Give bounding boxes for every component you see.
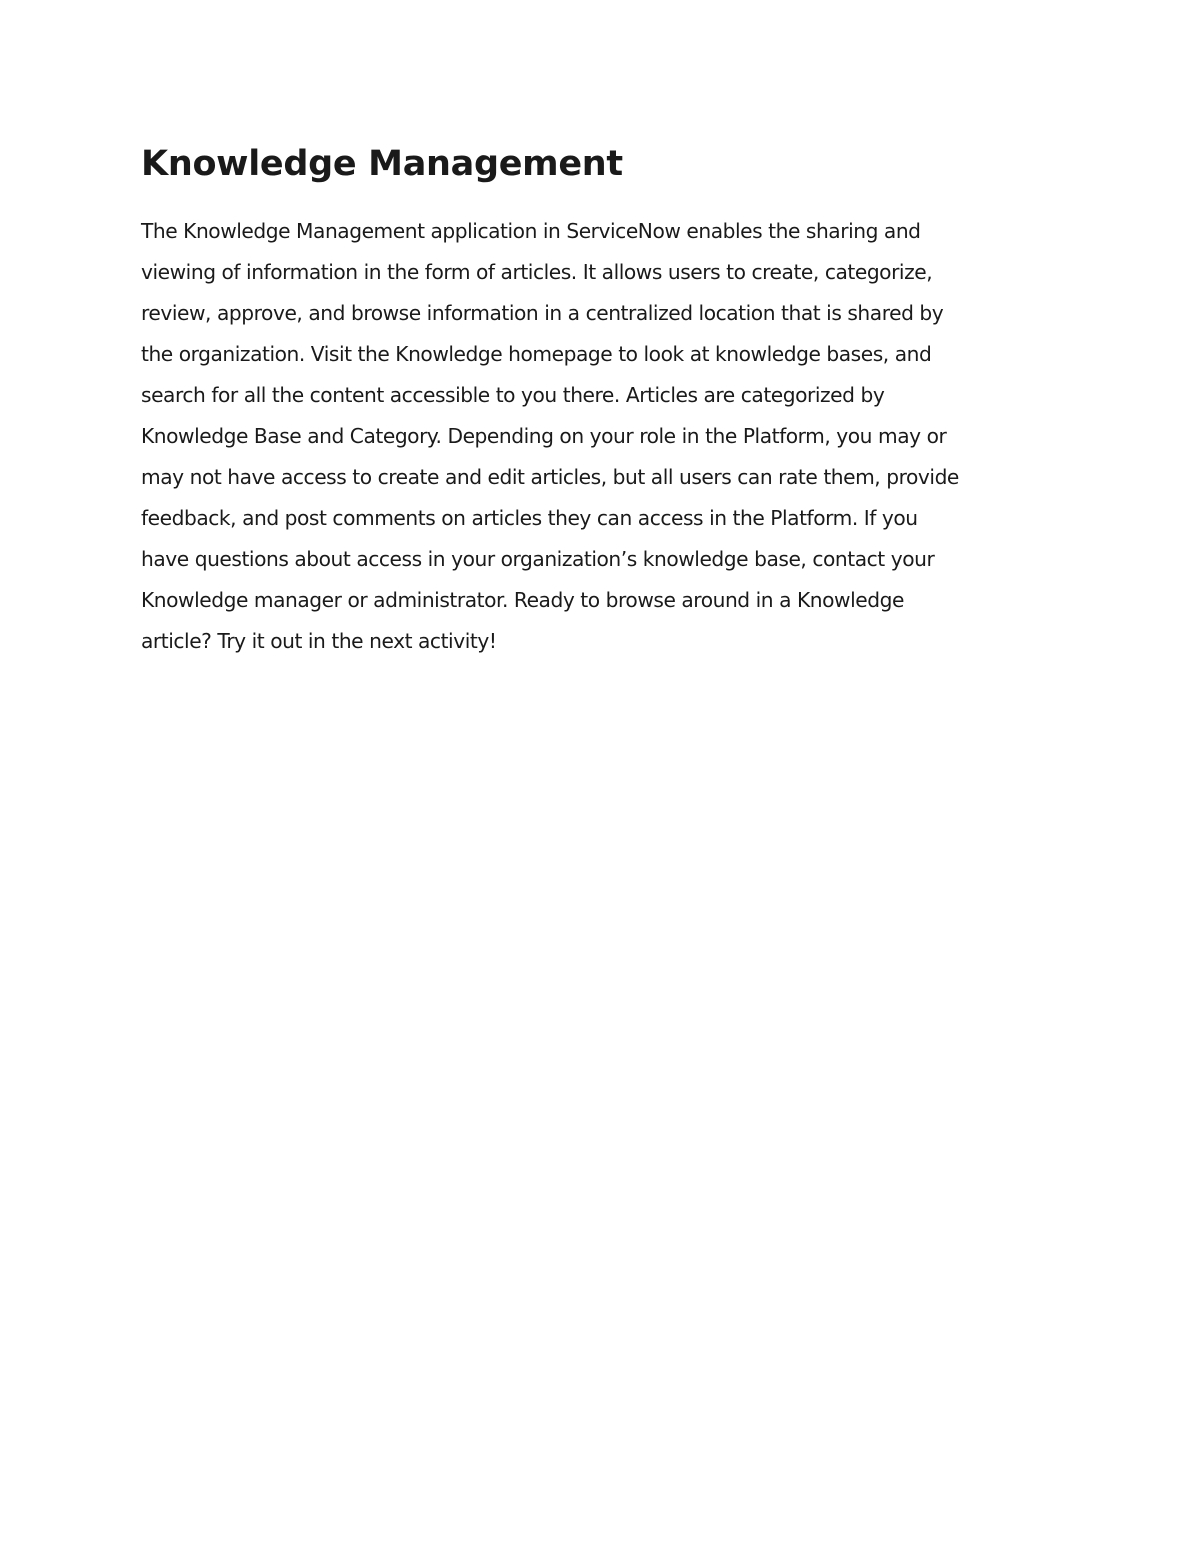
body-paragraph — [141, 211, 1071, 662]
body-line: Knowledge Base and Category. Depending on your role in the Platform, you may or — [141, 424, 947, 448]
body-line: may not have access to create and edit articles, but all users can rate them, provide — [141, 465, 959, 489]
body-line: viewing of information in the form of articles. It allows users to create, categorize, — [141, 260, 933, 284]
body-line: feedback, and post comments on articles they can access in the Platform. If you — [141, 506, 918, 530]
body-line: article? Try it out in the next activity! — [141, 629, 497, 653]
body-line: The Knowledge Management application in ServiceNow enables the sharing and — [141, 219, 921, 243]
body-line: search for all the content accessible to you there. Articles are categorized by — [141, 383, 885, 407]
body-line: the organization. Visit the Knowledge homepage to look at knowledge bases, and — [141, 342, 932, 366]
body-line: review, approve, and browse information in a centralized location that is shared by — [141, 301, 944, 325]
page-title: Knowledge Management — [141, 144, 623, 184]
body-line: have questions about access in your organization’s knowledge base, contact your — [141, 547, 935, 571]
document-content — [141, 138, 1071, 662]
body-line: Knowledge manager or administrator. Ready to browse around in a Knowledge — [141, 588, 904, 612]
